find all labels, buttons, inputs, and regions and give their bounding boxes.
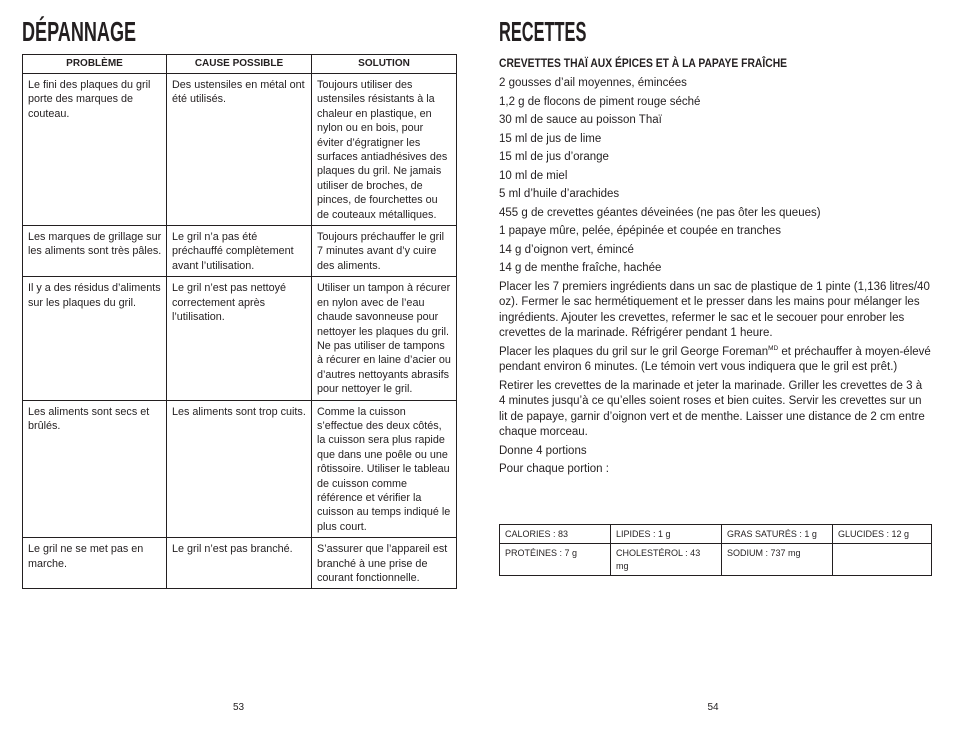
solution-cell: Toujours préchauffer le gril 7 minutes avant d’y cuire des aliments. bbox=[312, 226, 457, 277]
instruction-text: Placer les plaques du gril sur le gril George Foreman bbox=[499, 345, 769, 358]
ingredient-item: 10 ml de miel bbox=[499, 169, 568, 182]
problem-cell: Il y a des résidus d’aliments sur les plaques du gril. bbox=[23, 277, 167, 400]
nutrition-cell-saturated-fat: GRAS SATURÉS : 1 g bbox=[722, 525, 833, 544]
ingredient-item: 15 ml de jus de lime bbox=[499, 132, 602, 145]
problem-cell: Les marques de grillage sur les aliments sont très pâles. bbox=[23, 226, 167, 277]
nutrition-cell-sodium: SODIUM : 737 mg bbox=[722, 544, 833, 576]
ingredient-item: 14 g d’oignon vert, émincé bbox=[499, 243, 634, 256]
instruction-paragraph: Retirer les crevettes de la marinade et jeter la marinade. Griller les crevettes de 3 à 4 minutes jusqu’à ce qu’elles soient roses et bien cuites. Servir les crevettes sur un lit de papaye, garnir d’oignon vert et de menthe. Laisser une distance de 2 cm entre chaque morceau. bbox=[499, 379, 925, 438]
nutrition-cell-fat: LIPIDES : 1 g bbox=[611, 525, 722, 544]
ingredient-item: 455 g de crevettes géantes déveinées (ne pas ôter les queues) bbox=[499, 206, 821, 219]
cause-cell: Le gril n’est pas nettoyé correctement après l’utilisation. bbox=[167, 277, 312, 400]
nutrition-row bbox=[500, 544, 932, 576]
header-cause: CAUSE POSSIBLE bbox=[167, 55, 312, 74]
trademark-superscript: MD bbox=[768, 344, 779, 352]
recipe-title bbox=[499, 56, 931, 71]
instruction-paragraph: Placer les 7 premiers ingrédients dans un sac de plastique de 1 pinte (1,136 litres/40 oz). Fermer le sac hermétiquement et le presser dans les mains pour mélanger les ingrédients. Ajouter les crevettes, refermer le sac et le secouer pour enrober les crevettes de la marinade. Réfrigérer pendant 1 heure. bbox=[499, 280, 930, 339]
page-number: 53 bbox=[232, 702, 245, 713]
page-title: RECETTES bbox=[499, 16, 587, 47]
instruction-text: et préchauffer à moyen-élevé pendant environ 6 minutes. (Le témoin vert vous indiquera que le gril est prêt.) bbox=[499, 345, 931, 373]
header-problem: PROBLÈME bbox=[23, 55, 167, 74]
nutrition-table bbox=[499, 524, 932, 576]
troubleshooting-table bbox=[22, 54, 457, 589]
solution-cell: S’assurer que l’appareil est branché à une prise de courant fonctionnelle. bbox=[312, 538, 457, 589]
instruction-paragraph bbox=[499, 345, 931, 376]
recipe bbox=[499, 56, 931, 481]
ingredient-item: 14 g de menthe fraîche, hachée bbox=[499, 262, 662, 274]
per-serving-label: Pour chaque portion : bbox=[499, 463, 609, 475]
table-row bbox=[23, 400, 457, 538]
table-row bbox=[23, 74, 457, 226]
nutrition-cell-cholesterol: CHOLESTÉROL : 43 mg bbox=[611, 544, 722, 576]
solution-cell: Toujours utiliser des ustensiles résistants à la chaleur en plastique, en nylon ou en bois, pour éviter d’égratigner les surfaces antiadhésives des plaques du gril. Ne jamais utiliser de broches, de pinces, de fourchettes ou de couteaux métalliques. bbox=[312, 74, 457, 226]
ingredient-item: 5 ml d’huile d’arachides bbox=[499, 188, 620, 200]
ingredient-list bbox=[499, 76, 931, 277]
recipe-yield: Donne 4 portions bbox=[499, 444, 587, 457]
nutrition-row bbox=[500, 525, 932, 544]
table-header-row bbox=[23, 55, 457, 74]
solution-cell: Utiliser un tampon à récurer en nylon avec de l’eau chaude savonneuse pour nettoyer les plaques du gril. Ne pas utiliser de tampons à récurer en laine d’acier ou d’autres nettoyants abrasifs pour nettoyer le gril. bbox=[312, 277, 457, 400]
problem-cell: Le fini des plaques du gril porte des marques de couteau. bbox=[23, 74, 167, 226]
problem-cell: Le gril ne se met pas en marche. bbox=[23, 538, 167, 589]
ingredient-item: 30 ml de sauce au poisson Thaï bbox=[499, 114, 662, 126]
instructions bbox=[499, 280, 931, 441]
recipe-title-text: CREVETTES THAÏ AUX ÉPICES ET À LA PAPAYE FRAÎCHE bbox=[499, 56, 788, 70]
ingredient-item: 2 gousses d’ail moyennes, émincées bbox=[499, 77, 687, 89]
ingredient-item: 1 papaye mûre, pelée, épépinée et coupée en tranches bbox=[499, 225, 781, 237]
cause-cell: Le gril n’a pas été préchauffé complètement avant l’utilisation. bbox=[167, 226, 312, 277]
nutrition-cell-protein: PROTÉINES : 7 g bbox=[500, 544, 611, 576]
cause-cell: Le gril n’est pas branché. bbox=[167, 538, 312, 589]
page-number: 54 bbox=[707, 702, 719, 713]
ingredient-item: 15 ml de jus d’orange bbox=[499, 151, 609, 163]
header-solution: SOLUTION bbox=[312, 55, 457, 74]
solution-cell: Comme la cuisson s’effectue des deux côtés, la cuisson sera plus rapide que dans une poêle ou une rôtissoire. Utiliser le tableau de cuisson comme référence et vérifier la cuisson au temps indiqué le plus court. bbox=[312, 400, 457, 538]
nutrition-cell-calories: CALORIES : 83 bbox=[500, 525, 611, 544]
ingredient-item: 1,2 g de flocons de piment rouge séché bbox=[499, 95, 701, 108]
nutrition-cell-carbohydrates: GLUCIDES : 12 g bbox=[833, 525, 932, 544]
cause-cell: Des ustensiles en métal ont été utilisés. bbox=[167, 74, 312, 226]
table-row bbox=[23, 226, 457, 277]
nutrition-cell-empty bbox=[833, 544, 932, 576]
problem-cell: Les aliments sont secs et brûlés. bbox=[23, 400, 167, 538]
cause-cell: Les aliments sont trop cuits. bbox=[167, 400, 312, 538]
table-row bbox=[23, 277, 457, 400]
table-row bbox=[23, 538, 457, 589]
page-title: DÉPANNAGE bbox=[22, 16, 137, 47]
